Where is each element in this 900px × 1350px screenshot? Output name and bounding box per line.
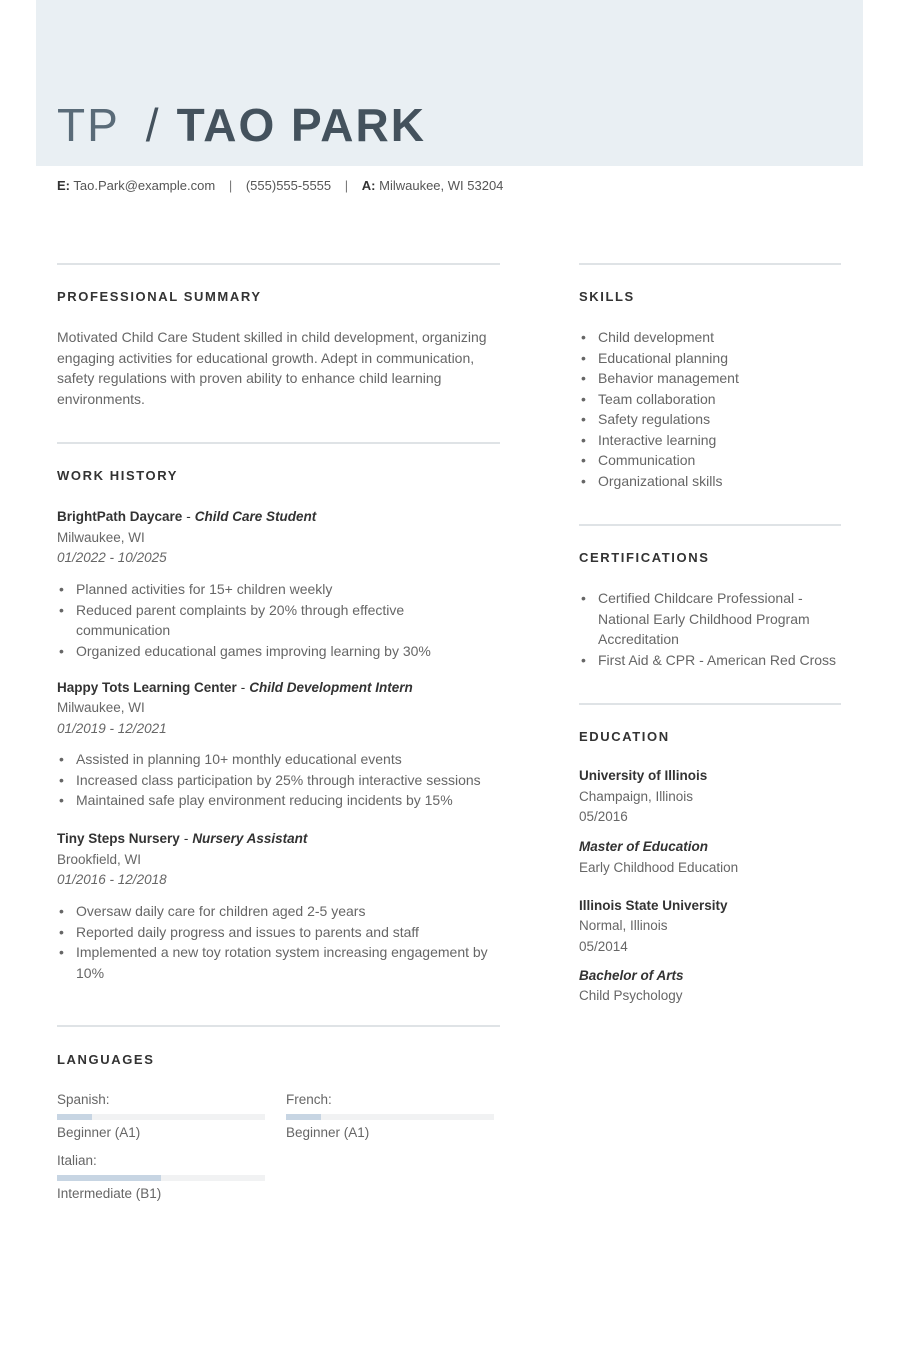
- company: BrightPath Daycare: [57, 509, 183, 524]
- list-item: • Reported daily progress and issues to parents and staff: [57, 922, 497, 943]
- school-location: Normal, Illinois: [579, 918, 668, 933]
- job-bullets: [57, 901, 497, 983]
- address-label: A:: [361, 178, 376, 193]
- language-bar-fill: [286, 1114, 321, 1120]
- school-name: University of Illinois: [579, 768, 708, 783]
- list-item: • First Aid & CPR - American Red Cross: [579, 650, 841, 671]
- title-dash: -: [240, 680, 246, 695]
- list-item: • Team collaboration: [579, 389, 841, 410]
- certifications-heading: CERTIFICATIONS: [579, 550, 710, 565]
- language-name: French:: [286, 1092, 332, 1107]
- language-name: Italian:: [57, 1153, 97, 1168]
- job-bullets: [57, 579, 497, 661]
- list-item: • Maintained safe play environment reducing incidents by 15%: [57, 790, 507, 811]
- job-title: [57, 680, 413, 695]
- initials: TP: [57, 99, 120, 151]
- list-item: • Implemented a new toy rotation system increasing engagement by 10%: [57, 942, 497, 983]
- degree: Bachelor of Arts: [579, 968, 684, 983]
- field-of-study: Child Psychology: [579, 988, 683, 1003]
- section-divider: [579, 524, 841, 526]
- contact-separator: |: [228, 178, 233, 193]
- list-item: • Behavior management: [579, 368, 841, 389]
- company: Happy Tots Learning Center: [57, 680, 237, 695]
- email[interactable]: Tao.Park@example.com: [73, 178, 216, 193]
- address: Milwaukee, WI 53204: [379, 178, 504, 193]
- skills-list: [579, 327, 841, 491]
- list-item: • Increased class participation by 25% through interactive sessions: [57, 770, 507, 791]
- title-dash: -: [183, 831, 189, 846]
- list-item: • Interactive learning: [579, 430, 841, 451]
- summary-heading: PROFESSIONAL SUMMARY: [57, 289, 262, 304]
- name-row: [57, 98, 426, 158]
- list-item: • Reduced parent complaints by 20% through effective communication: [57, 600, 497, 641]
- list-item: • Organized educational games improving learning by 30%: [57, 641, 497, 662]
- language-bar: [286, 1114, 494, 1120]
- company: Tiny Steps Nursery: [57, 831, 180, 846]
- language-name: Spanish:: [57, 1092, 110, 1107]
- job-title: [57, 831, 307, 846]
- list-item: • Communication: [579, 450, 841, 471]
- languages-heading: LANGUAGES: [57, 1052, 155, 1067]
- email-label: E:: [57, 178, 70, 193]
- list-item: • Assisted in planning 10+ monthly educational events: [57, 749, 507, 770]
- language-level: Beginner (A1): [286, 1125, 370, 1140]
- full-name: TAO PARK: [176, 99, 426, 151]
- section-divider: [57, 1025, 500, 1027]
- graduation-date: 05/2016: [579, 809, 628, 824]
- job-dates: 01/2022 - 10/2025: [57, 550, 167, 565]
- language-bar-fill: [57, 1114, 92, 1120]
- list-item: • Safety regulations: [579, 409, 841, 430]
- degree: Master of Education: [579, 839, 709, 854]
- section-divider: [57, 442, 500, 444]
- work-history-heading: WORK HISTORY: [57, 468, 179, 483]
- field-of-study: Early Childhood Education: [579, 860, 739, 875]
- job-title: [57, 509, 316, 524]
- name-separator: /: [145, 99, 159, 151]
- section-divider: [579, 703, 841, 705]
- job-location: Milwaukee, WI: [57, 530, 145, 545]
- school-name: Illinois State University: [579, 898, 728, 913]
- job-role: Child Development Intern: [249, 680, 413, 695]
- title-dash: -: [186, 509, 191, 524]
- job-role: Child Care Student: [194, 509, 317, 524]
- summary-text: Motivated Child Care Student skilled in child development, organizing engaging activities for educational growth. Adept in communication, safety regulations with proven ability to enhance child learning environments.: [57, 329, 487, 407]
- list-item: • Educational planning: [579, 348, 841, 369]
- job-dates: 01/2019 - 12/2021: [57, 721, 167, 736]
- job-location: Milwaukee, WI: [57, 700, 145, 715]
- skills-heading: SKILLS: [579, 289, 635, 304]
- certifications-list: [579, 588, 841, 670]
- list-item: • Oversaw daily care for children aged 2-5 years: [57, 901, 497, 922]
- list-item: • Organizational skills: [579, 471, 841, 492]
- language-bar: [57, 1114, 265, 1120]
- job-role: Nursery Assistant: [192, 831, 308, 846]
- education-heading: EDUCATION: [579, 729, 670, 744]
- section-divider: [57, 263, 500, 265]
- language-level: Intermediate (B1): [57, 1186, 162, 1201]
- job-dates: 01/2016 - 12/2018: [57, 872, 167, 887]
- job-bullets: [57, 749, 507, 811]
- job-location: Brookfield, WI: [57, 852, 142, 867]
- list-item: • Planned activities for 15+ children weekly: [57, 579, 497, 600]
- list-item: • Certified Childcare Professional - National Early Childhood Program Accreditation: [579, 588, 841, 650]
- graduation-date: 05/2014: [579, 939, 628, 954]
- list-item: • Child development: [579, 327, 841, 348]
- section-divider: [579, 263, 841, 265]
- contact-line: [57, 178, 503, 193]
- contact-separator: |: [344, 178, 349, 193]
- language-bar-fill: [57, 1175, 161, 1181]
- language-level: Beginner (A1): [57, 1125, 141, 1140]
- phone[interactable]: (555)555-5555: [245, 178, 332, 193]
- language-bar: [57, 1175, 265, 1181]
- school-location: Champaign, Illinois: [579, 789, 694, 804]
